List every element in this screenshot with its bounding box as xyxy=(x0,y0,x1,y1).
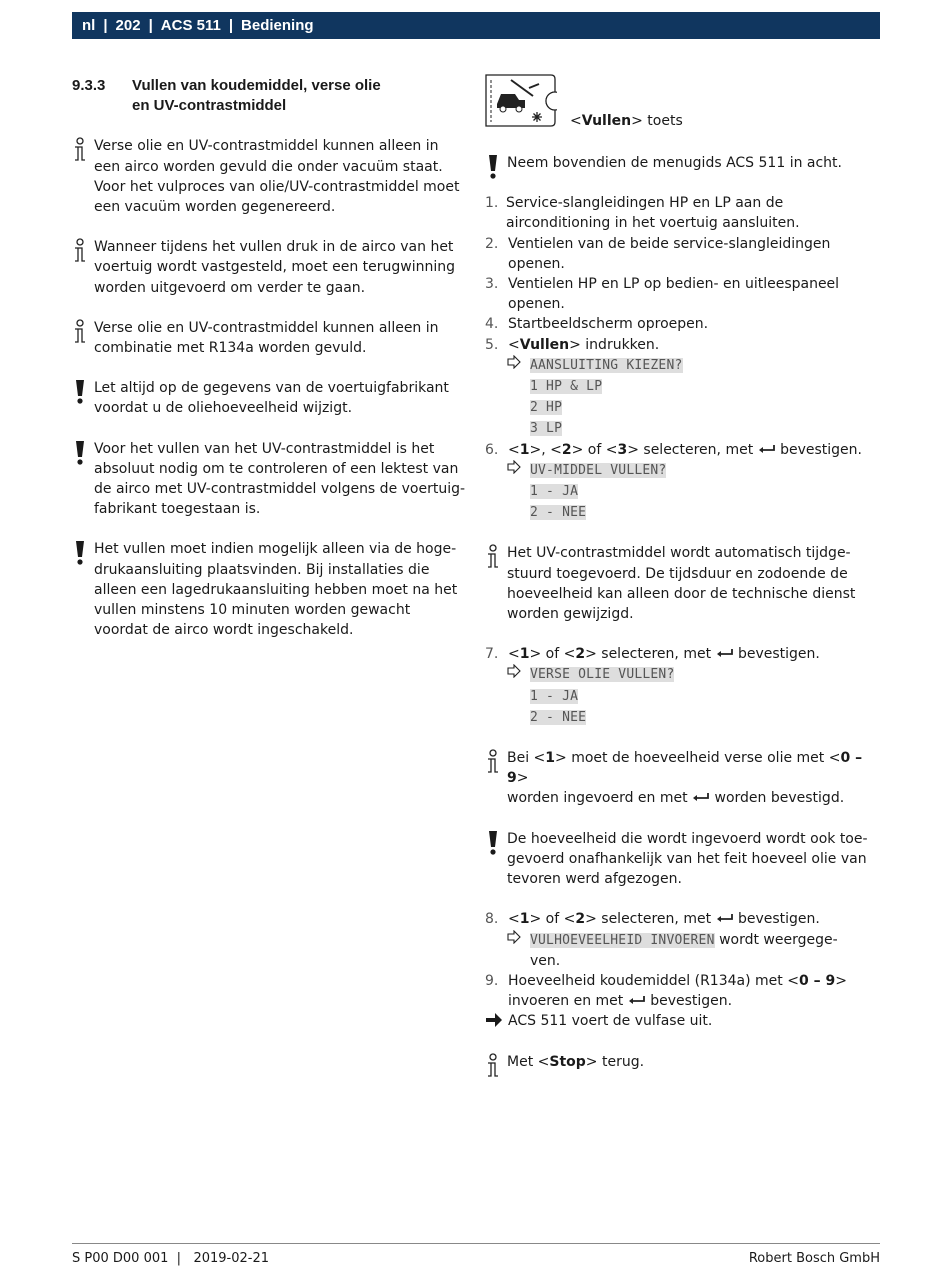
note-text: Wanneer tijdens het vullen druk in de airco van het voertuig wordt vastgesteld, moet een terugwinning worden uitgevoerd om verder te gaan. xyxy=(94,239,456,296)
section-title-line: en UV-contrastmiddel xyxy=(132,97,287,115)
bracket: >, < xyxy=(529,441,562,458)
step-text: > selecteren, met xyxy=(585,646,712,663)
info-note xyxy=(72,318,468,358)
exclamation-icon xyxy=(72,540,88,564)
step-text: Ventielen HP en LP op bedien- en uitleespaneel openen. xyxy=(508,276,840,313)
info-note xyxy=(72,136,468,217)
header-language: nl xyxy=(82,17,96,34)
key-name: 2 xyxy=(575,646,586,663)
display-line xyxy=(485,707,880,728)
page-header xyxy=(72,12,880,39)
bracket: < xyxy=(570,113,582,129)
step-text: bevestigen. xyxy=(780,441,862,458)
header-page-number: 202 xyxy=(115,17,141,34)
step-item xyxy=(485,971,880,1011)
info-icon xyxy=(72,137,88,161)
enter-key-icon xyxy=(716,909,734,929)
note-text: Neem bovendien de menugids ACS 511 in acht. xyxy=(507,155,842,171)
display-text: 2 HP xyxy=(530,400,563,416)
display-text: 1 - JA xyxy=(530,688,579,704)
info-icon xyxy=(485,544,501,568)
step-text: > of < xyxy=(529,911,576,928)
steps-list xyxy=(485,193,880,523)
step-text: Service-slangleidingen HP en LP aan de airconditioning in het voertuig aansluiten. xyxy=(506,195,800,232)
info-icon xyxy=(485,1053,501,1077)
step-item xyxy=(485,274,880,314)
step-text: wordt weergege- xyxy=(714,931,838,948)
display-line xyxy=(485,418,880,439)
step-item xyxy=(485,909,880,929)
step-item xyxy=(485,234,880,274)
step-item xyxy=(485,440,880,460)
section-title-line: Vullen van koudemiddel, verse olie xyxy=(132,77,381,94)
key-name: 1 xyxy=(519,441,530,458)
note-text: Voor het vullen van het UV-contrastmiddel is het absoluut nodig om te controleren of een lektest van de airco met UV-contrastmiddel volgens de voertuig-fabrikant toegestaan is. xyxy=(94,440,466,518)
display-text: 1 HP & LP xyxy=(530,379,603,395)
result-arrow-icon xyxy=(485,1012,503,1034)
header-separator: | xyxy=(148,17,153,34)
display-text: AANSLUITING KIEZEN? xyxy=(530,357,683,373)
step-text: bevestigen. xyxy=(650,993,733,1010)
header-chapter: Bediening xyxy=(241,17,314,34)
step-text: Ventielen van de beide service-slangleidingen openen. xyxy=(508,235,831,272)
step-result xyxy=(485,664,880,685)
display-text: VERSE OLIE VULLEN? xyxy=(530,667,675,683)
step-number: 2. xyxy=(485,235,499,252)
display-line xyxy=(485,481,880,502)
bracket: < xyxy=(508,441,520,458)
info-icon xyxy=(485,749,501,773)
result-arrow-icon xyxy=(507,460,521,480)
display-text: 2 - NEE xyxy=(530,709,587,725)
step-text: bevestigen. xyxy=(737,646,820,663)
step-text: ven. xyxy=(530,952,561,969)
note-text: > terug. xyxy=(585,1053,645,1070)
display-text: VULHOEVEELHEID INVOEREN xyxy=(530,932,715,948)
footer-left: S P00 D00 001 | 2019-02-21 xyxy=(72,1251,270,1266)
exclamation-icon xyxy=(485,154,501,178)
step-number: 1. xyxy=(485,195,499,212)
step-text: > of < xyxy=(529,646,576,663)
final-result xyxy=(485,1011,880,1031)
step-text: Startbeeldscherm oproepen. xyxy=(508,316,709,333)
info-icon xyxy=(72,319,88,343)
key-name: Vullen xyxy=(519,336,570,353)
fill-key-icon xyxy=(485,74,557,128)
info-note xyxy=(485,748,880,809)
step-text: > indrukken. xyxy=(569,336,660,353)
enter-key-icon xyxy=(716,644,734,664)
step-number: 4. xyxy=(485,316,499,333)
step-item xyxy=(485,314,880,334)
warning-note xyxy=(72,539,468,640)
key-name: 0 – 9 xyxy=(507,750,863,787)
bracket: < xyxy=(508,336,520,353)
step-item xyxy=(485,644,880,664)
step-text: invoeren en met xyxy=(508,993,624,1010)
exclamation-icon xyxy=(72,440,88,464)
note-text: worden bevestigd. xyxy=(714,790,845,807)
key-name: 1 xyxy=(545,750,556,767)
step-result xyxy=(485,355,880,376)
note-text: Verse olie en UV-contrastmiddel kunnen alleen in een airco worden gevuld die onder vacuüm staat. Voor het vulproces van olie/UV-contrastmiddel moet een vacuüm worden gegenereerd. xyxy=(94,138,460,216)
result-arrow-icon xyxy=(507,930,521,950)
bracket: < xyxy=(508,911,520,928)
step-text: Hoeveelheid koudemiddel (R134a) met < xyxy=(508,972,799,989)
note-text: worden ingevoerd en met xyxy=(507,790,688,807)
key-name: 2 xyxy=(561,441,572,458)
display-line xyxy=(485,397,880,418)
note-text: Met < xyxy=(507,1053,550,1070)
note-text: Verse olie en UV-contrastmiddel kunnen alleen in combinatie met R134a worden gevuld. xyxy=(94,319,439,357)
key-name: Vullen xyxy=(581,113,632,129)
exclamation-icon xyxy=(72,379,88,403)
result-arrow-icon xyxy=(507,355,521,375)
step-item xyxy=(485,335,880,355)
info-note xyxy=(485,543,880,624)
step-text: > of < xyxy=(571,441,618,458)
warning-note xyxy=(72,378,468,418)
note-text: De hoeveelheid die wordt ingevoerd wordt ook toe-gevoerd onafhankelijk van het feit hoeveel olie van tevoren werd afgezogen. xyxy=(507,830,868,888)
section-title xyxy=(132,76,381,116)
step-number: 6. xyxy=(485,441,499,458)
display-line xyxy=(485,502,880,523)
display-text: 1 - JA xyxy=(530,484,579,500)
header-separator: | xyxy=(228,17,234,34)
step-result xyxy=(485,930,880,971)
key-name: 0 – 9 xyxy=(798,972,836,989)
key-name: 1 xyxy=(519,911,530,928)
left-column xyxy=(72,76,468,640)
warning-note xyxy=(485,829,880,890)
note-text: Het UV-contrastmiddel wordt automatisch tijdge-stuurd toegevoerd. De tijdsduur en zodoende de hoeveelheid kan alleen door de technische dienst worden gewijzigd. xyxy=(507,545,856,623)
footer-divider xyxy=(72,1243,880,1244)
section-heading xyxy=(72,76,468,116)
footer-company: Robert Bosch GmbH xyxy=(748,1251,880,1266)
step-text: > selecteren, met xyxy=(585,911,712,928)
warning-note xyxy=(72,439,468,520)
header-separator: | xyxy=(103,17,108,34)
info-note xyxy=(485,1052,880,1072)
key-suffix: > toets xyxy=(631,113,683,129)
step-item xyxy=(485,193,880,233)
step-number: 8. xyxy=(485,911,499,928)
key-name: 1 xyxy=(519,646,530,663)
footer-date: 2019-02-21 xyxy=(193,1251,270,1266)
note-text: Let altijd op de gegevens van de voertuigfabrikant voordat u de oliehoeveelheid wijzigt. xyxy=(94,380,449,417)
enter-key-icon xyxy=(628,991,646,1011)
bracket: > xyxy=(835,972,847,989)
display-text: 3 LP xyxy=(530,421,563,437)
step-number: 7. xyxy=(485,646,499,663)
bracket: > xyxy=(516,770,529,787)
display-line xyxy=(485,376,880,397)
step-number: 9. xyxy=(485,972,499,989)
exclamation-icon xyxy=(485,830,501,854)
key-name: 2 xyxy=(575,911,586,928)
key-name: Stop xyxy=(549,1053,586,1070)
info-note xyxy=(72,237,468,298)
note-text: Bei < xyxy=(507,750,546,767)
right-column xyxy=(485,72,880,1072)
key-name: 3 xyxy=(617,441,628,458)
step-result xyxy=(485,460,880,481)
note-text: > moet de hoeveelheid verse olie met < xyxy=(555,750,841,767)
vullen-key-label xyxy=(570,111,683,131)
footer-document-number: S P00 D00 001 xyxy=(72,1251,169,1266)
bracket: < xyxy=(508,646,520,663)
section-number: 9.3.3 xyxy=(72,77,106,94)
step-number: 3. xyxy=(485,276,499,293)
step-number: 5. xyxy=(485,336,499,353)
enter-key-icon xyxy=(758,440,776,460)
enter-key-icon xyxy=(692,788,710,808)
vullen-key-row xyxy=(485,72,880,128)
step-text: > selecteren, met xyxy=(627,441,754,458)
display-line xyxy=(485,686,880,707)
result-arrow-icon xyxy=(507,664,521,684)
info-icon xyxy=(72,238,88,262)
display-text: UV-MIDDEL VULLEN? xyxy=(530,462,667,478)
step-text: bevestigen. xyxy=(737,911,820,928)
header-product: ACS 511 xyxy=(160,17,221,34)
warning-note xyxy=(485,153,880,173)
note-text: Het vullen moet indien mogelijk alleen via de hoge-drukaansluiting plaatsvinden. Bij installaties die alleen een lagedrukaansluiting hebben moet na het vullen minstens 10 minuten worden gewacht voordat de airco wordt ingeschakeld. xyxy=(94,541,458,639)
display-text: 2 - NEE xyxy=(530,505,587,521)
result-text: ACS 511 voert de vulfase uit. xyxy=(508,1013,713,1030)
